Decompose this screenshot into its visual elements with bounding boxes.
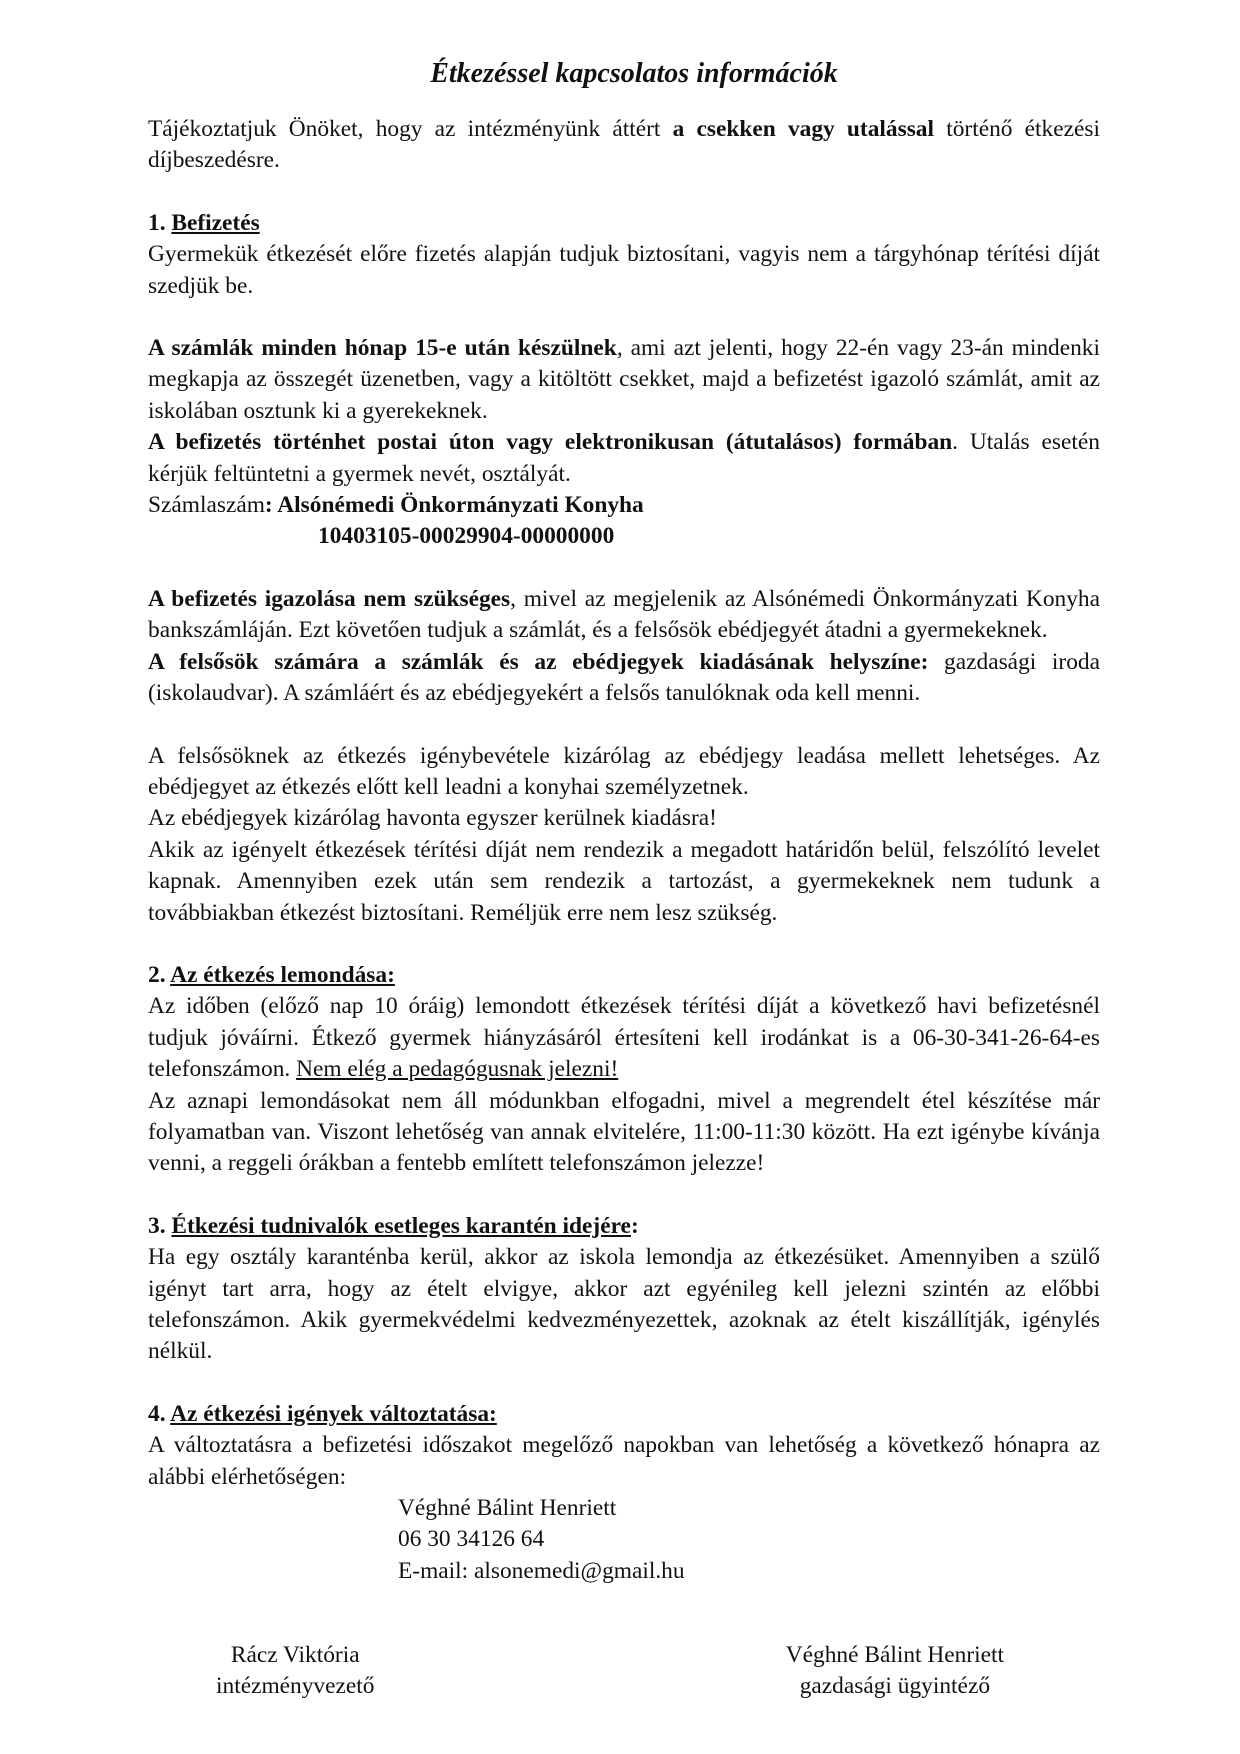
- section-1-p5-bold: A felsősök számára a számlák és az ebédjegyek kiadásának helyszíne:: [148, 648, 929, 675]
- section-3-heading: [148, 1211, 1100, 1242]
- section-4-title: Az étkezési igények változtatása:: [170, 1400, 497, 1427]
- section-1-p2-text: , ami azt jelenti, hogy 22-én vagy 23-án mindenki megkapja az összegét üzenetben, vagy a kitöltött csekket, majd a befizetést igazoló számlát, amit az iskolában osztunk ki a gyerekeknek.: [148, 335, 1100, 424]
- contact-phone: 06 30 34126 64: [398, 1526, 545, 1553]
- contact-block: [148, 1493, 1100, 1587]
- section-3-title: Étkezési tudnivalók esetleges karantén idejére: [171, 1212, 631, 1239]
- account-number: 10403105-00029904-00000000: [318, 523, 615, 550]
- section-2-p2: Az aznapi lemondásokat nem áll módunkban elfogadni, mivel a megrendelt étel készítése már folyamatban van. Viszont lehetőség van annak elvitelére, 11:00-11:30 között. Ha ezt igénybe kívánja venni, a reggeli órákban a fentebb említett telefonszámon jelezze!: [148, 1087, 1100, 1177]
- section-1-p5: [148, 647, 1100, 710]
- contact-name: Véghné Bálint Henriett: [398, 1495, 617, 1522]
- section-1-p3: [148, 427, 1100, 490]
- section-1-p4-bold: A befizetés igazolása nem szükséges: [148, 585, 511, 612]
- intro-bold: a csekken vagy utalással: [672, 116, 935, 142]
- section-1-p6: A felsősöknek az étkezés igénybevétele kizárólag az ebédjegy leadása mellett lehetséges. Az ebédjegyet az étkezés előtt kell leadni a konyhai személyzetnek.: [148, 742, 1100, 800]
- section-1-number: 1.: [148, 209, 172, 236]
- section-1-p2: [148, 333, 1100, 427]
- section-1-p1: Gyermekük étkezését előre fizetés alapján tudjuk biztosítani, vagyis nem a tárgyhónap térítési díját szedjük be.: [148, 241, 1100, 299]
- account-line: [148, 490, 1100, 521]
- section-2-heading: [148, 960, 1100, 991]
- section-1-p3-text: . Utalás esetén kérjük feltüntetni a gyermek nevét, osztályát.: [148, 429, 1100, 487]
- section-2-warning: Nem elég a pedagógusnak jelezni!: [296, 1056, 619, 1083]
- section-1-heading: [148, 208, 1100, 239]
- intro-paragraph: [148, 114, 1100, 177]
- section-2-number: 2.: [148, 961, 171, 988]
- section-4-p1: A változtatásra a befizetési időszakot megelőző napokban van lehetőség a következő hónapra az alábbi elérhetőségen:: [148, 1432, 1100, 1490]
- signature-right-role: gazdasági ügyintéző: [799, 1673, 991, 1700]
- section-1-title: Befizetés: [171, 209, 260, 236]
- signature-right: [786, 1640, 1004, 1703]
- section-1-p4-text: , mivel az megjelenik az Alsónémedi Önkormányzati Konyha bankszámláján. Ezt követően tudjuk a számlát, és a felsősök ebédjegyét átadni a gyermekeknek.: [148, 585, 1101, 644]
- section-1-p8: Akik az igényelt étkezések térítési díját nem rendezik a megadott határidőn belül, felszólító levelet kapnak. Amennyiben ezek után sem rendezik a tartozást, a gyermekeknek nem tudunk a továbbiakban étkezést biztosítani. Reméljük erre nem lesz szükség.: [148, 836, 1100, 926]
- contact-email: E-mail: alsonemedi@gmail.hu: [398, 1557, 685, 1584]
- section-2-p1: [148, 991, 1100, 1085]
- intro-text-end: történő étkezési díjbeszedésre.: [148, 116, 1100, 174]
- section-4-number: 4.: [148, 1400, 171, 1427]
- section-1-p3-bold: A befizetés történhet postai úton vagy elektronikusan (átutalásos) formában: [148, 429, 953, 456]
- document-title: Étkezéssel kapcsolatos információk: [430, 58, 838, 89]
- signature-block: [148, 1640, 1100, 1703]
- account-label: Számlaszám: [148, 492, 265, 519]
- section-1-p7: Az ebédjegyek kizárólag havonta egyszer kerülnek kiadásra!: [148, 805, 717, 832]
- section-1-p2-bold: A számlák minden hónap 15-e után készülnek: [148, 335, 617, 362]
- section-3-colon: :: [630, 1212, 639, 1239]
- section-4-heading: [148, 1399, 1100, 1430]
- section-3-number: 3.: [148, 1212, 172, 1239]
- section-3-p1: Ha egy osztály karanténba kerül, akkor az iskola lemondja az étkezésüket. Amennyiben a szülő igényt tart arra, hogy az ételt elvigye, akkor azt egyénileg kell jelezni szintén az előbbi telefonszámon. Akik gyermekvédelmi kedvezményezettek, azoknak az ételt kiszállítják, igénylés nélkül.: [148, 1244, 1100, 1365]
- intro-text: Tájékoztatjuk Önöket, hogy az intézményünk áttért: [148, 116, 673, 142]
- section-2-title: Az étkezés lemondása:: [170, 961, 395, 988]
- signature-left-role: intézményvezető: [216, 1673, 375, 1700]
- signature-left: [216, 1640, 374, 1703]
- section-1-p5-text: gazdasági iroda (iskolaudvar). A számláért és az ebédjegyekért a felsős tanulóknak oda kell menni.: [148, 648, 1100, 707]
- section-2-p1-text: Az időben (előző nap 10 óráig) lemondott étkezések térítési díját a következő havi befizetésnél tudjuk jóváírni. Étkező gyermek hiányzásáról értesíteni kell irodánkat is a 06-30-341-26-64-es telefonszámon.: [148, 993, 1100, 1083]
- signature-left-name: Rácz Viktória: [230, 1642, 360, 1668]
- section-1-p4: [148, 584, 1100, 647]
- account-name: : Alsónémedi Önkormányzati Konyha: [264, 492, 644, 519]
- signature-right-name: Véghné Bálint Henriett: [785, 1642, 1004, 1668]
